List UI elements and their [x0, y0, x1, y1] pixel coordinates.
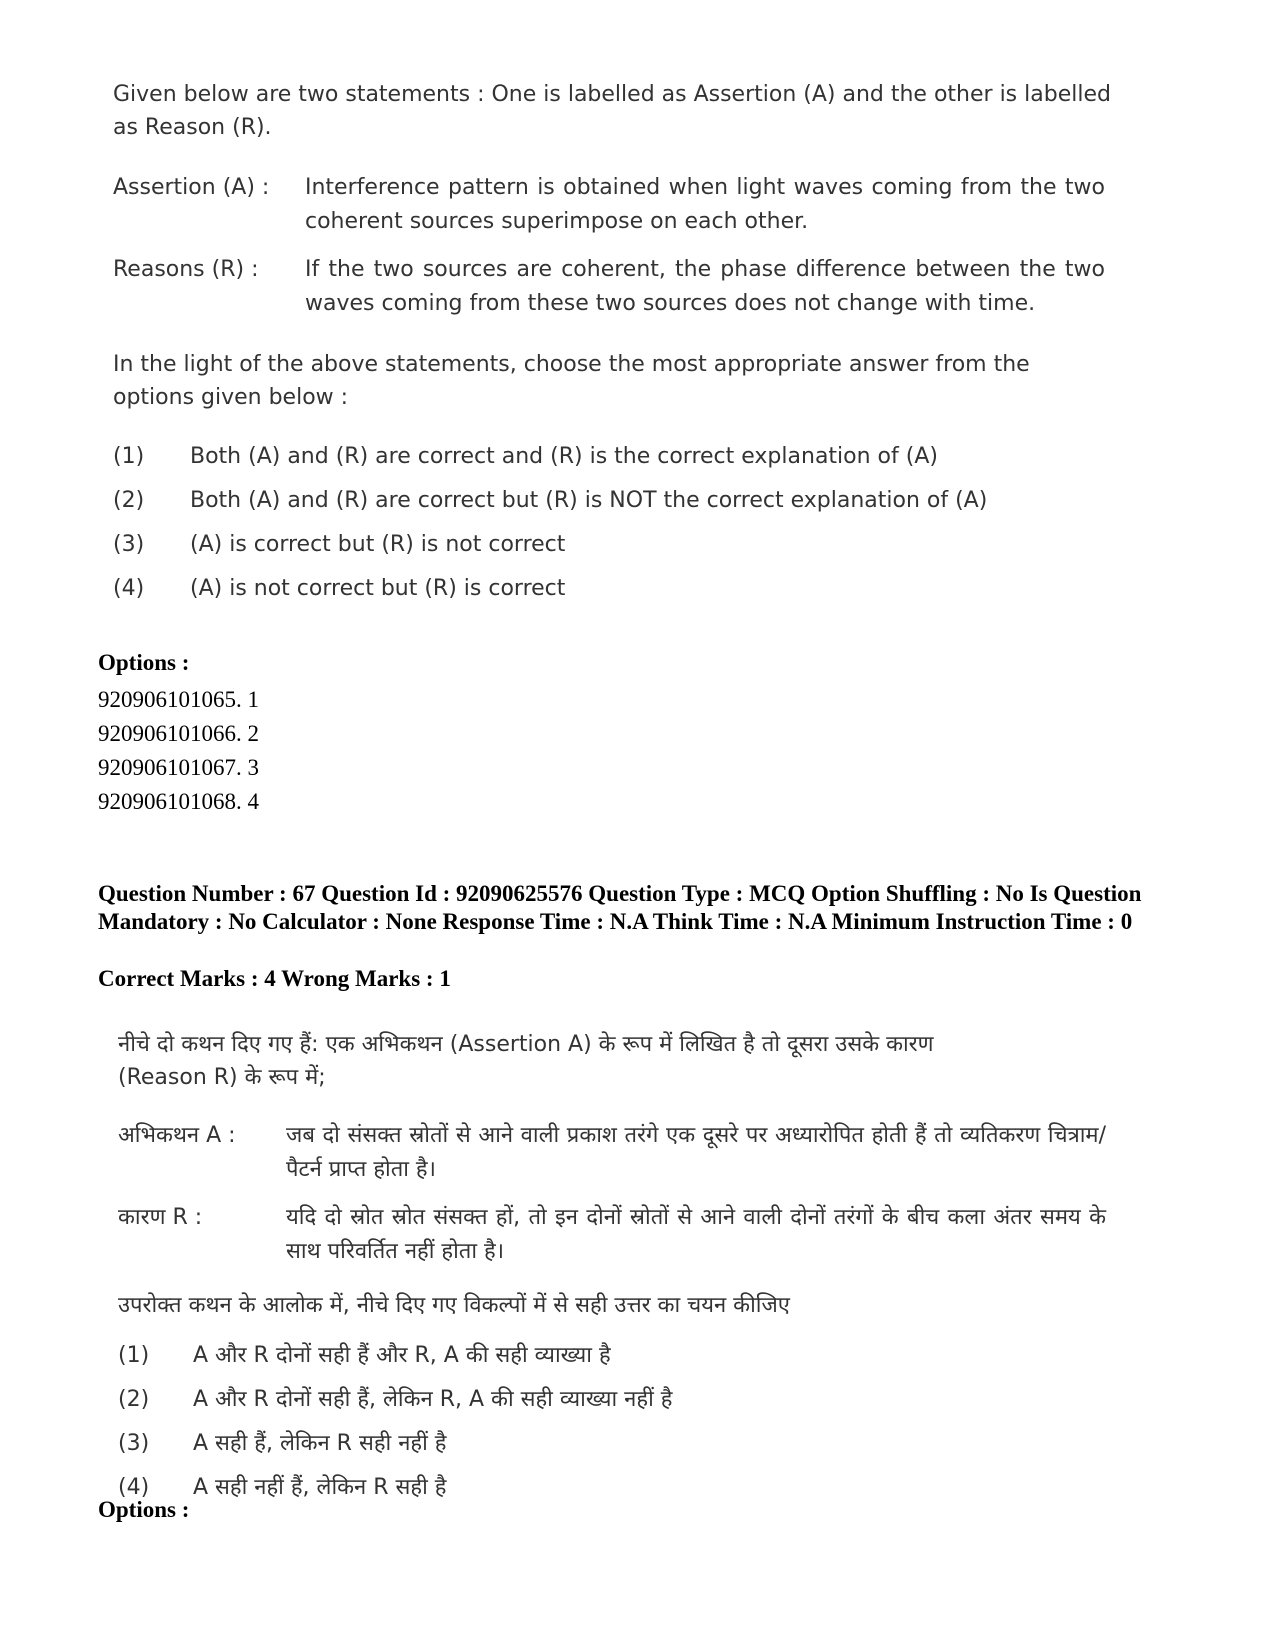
choice-number: (2) [118, 1387, 150, 1412]
answer-choice [113, 484, 1113, 528]
reason-label: कारण R : [118, 1205, 203, 1230]
choice-text: Both (A) and (R) are correct but (R) is NOT the correct explanation of (A) [190, 488, 988, 513]
option-id: 920906101066. 2 [98, 721, 259, 746]
question-prompt: In the light of the above statements, choose the most appropriate answer from the options given below : [113, 352, 1030, 410]
choice-text: A और R दोनों सही हैं और R, A की सही व्याख्या है [193, 1343, 611, 1368]
option-id: 920906101067. 3 [98, 755, 259, 780]
answer-choice [113, 440, 1113, 484]
choice-number: (1) [113, 444, 145, 469]
question-intro: Given below are two statements : One is labelled as Assertion (A) and the other is labelled as Reason (R). [113, 82, 1111, 140]
assertion-row [113, 171, 1113, 239]
question-intro: नीचे दो कथन दिए गए हैं: एक अभिकथन (Assertion A) के रूप में लिखित है तो दूसरा उसके कारण (Reason R) के रूप में; [118, 1032, 934, 1090]
options-heading: Options : [98, 650, 190, 675]
choice-number: (3) [118, 1431, 150, 1456]
option-id: 920906101068. 4 [98, 789, 259, 814]
assertion-text: Interference pattern is obtained when light waves coming from the two coherent sources superimpose on each other. [305, 175, 1105, 234]
choice-text: Both (A) and (R) are correct and (R) is the correct explanation of (A) [190, 444, 938, 469]
reason-row [118, 1201, 1118, 1269]
options-heading: Options : [98, 1497, 190, 1522]
choice-text: (A) is correct but (R) is not correct [190, 532, 566, 557]
choice-number: (3) [113, 532, 145, 557]
answer-choices [118, 1339, 1118, 1515]
options-list [98, 683, 259, 819]
answer-choice [113, 572, 1113, 616]
reason-label: Reasons (R) : [113, 257, 259, 282]
option-id: 920906101065. 1 [98, 687, 259, 712]
reason-row [113, 253, 1113, 321]
answer-choice [118, 1471, 1118, 1515]
question-67-block [118, 1028, 1118, 1515]
answer-choice [118, 1427, 1118, 1471]
question-66-block [113, 78, 1113, 616]
marks-line: Correct Marks : 4 Wrong Marks : 1 [98, 966, 451, 991]
answer-choices [113, 440, 1113, 616]
choice-text: A सही हैं, लेकिन R सही नहीं है [193, 1431, 447, 1456]
choice-text: A सही नहीं हैं, लेकिन R सही है [193, 1475, 447, 1500]
assertion-label: अभिकथन A : [118, 1123, 236, 1148]
answer-choice [118, 1383, 1118, 1427]
choice-text: (A) is not correct but (R) is correct [190, 576, 566, 601]
question-prompt: उपरोक्त कथन के आलोक में, नीचे दिए गए विकल्पों में से सही उत्तर का चयन कीजिए [118, 1293, 790, 1318]
assertion-row [118, 1119, 1118, 1187]
reason-text: यदि दो स्रोत स्रोत संसक्त हों, तो इन दोनों स्रोतों से आने वाली दोनों तरंगों के बीच कला अंतर समय के साथ परिवर्तित नहीं होता है। [286, 1205, 1106, 1264]
assertion-text: जब दो संसक्त स्रोतों से आने वाली प्रकाश तरंगे एक दूसरे पर अध्यारोपित होती हैं तो व्यतिकरण चित्राम/पैटर्न प्राप्त होता है। [286, 1123, 1106, 1182]
answer-choice [118, 1339, 1118, 1383]
choice-number: (2) [113, 488, 145, 513]
choice-number: (1) [118, 1343, 150, 1368]
question-metadata: Question Number : 67 Question Id : 92090625576 Question Type : MCQ Option Shuffling : No Is Question Mandatory : No Calculator : None Response Time : N.A Think Time : N.A Minimum Instruction Time : 0 [98, 881, 1142, 934]
answer-choice [113, 528, 1113, 572]
assertion-label: Assertion (A) : [113, 175, 270, 200]
choice-text: A और R दोनों सही हैं, लेकिन R, A की सही व्याख्या नहीं है [193, 1387, 673, 1412]
choice-number: (4) [113, 576, 145, 601]
reason-text: If the two sources are coherent, the phase difference between the two waves coming from these two sources does not change with time. [305, 257, 1105, 316]
choice-number: (4) [118, 1475, 150, 1500]
